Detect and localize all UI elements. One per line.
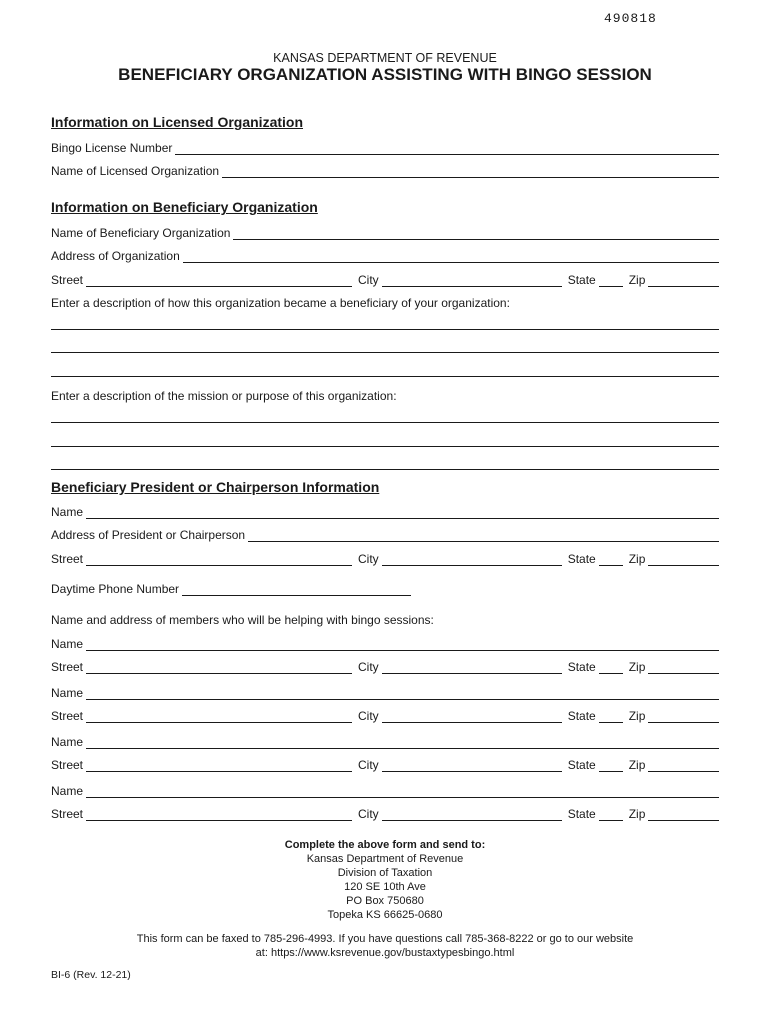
mission-line-1[interactable] (51, 422, 719, 423)
city-label: City (358, 273, 379, 287)
zip-label: Zip (628, 758, 646, 772)
mail-address-line-4: PO Box 750680 (346, 895, 424, 907)
beneficiary-name-row (51, 224, 719, 240)
member-1-city-field[interactable] (382, 661, 562, 674)
president-name-row (51, 503, 719, 519)
member-1-zip-field[interactable] (648, 661, 719, 674)
member-4-street-field[interactable] (86, 808, 352, 821)
form-title: BENEFICIARY ORGANIZATION ASSISTING WITH BINGO SESSION (118, 65, 652, 84)
state-label: State (567, 273, 596, 287)
member-4-name-row (51, 782, 719, 798)
beneficiary-zip-field[interactable] (648, 274, 719, 287)
member-1-street-field[interactable] (86, 661, 352, 674)
mission-line-3[interactable] (51, 469, 719, 470)
form-revision: BI-6 (Rev. 12-21) (51, 969, 131, 981)
state-label: State (567, 758, 596, 772)
member-name-label: Name (51, 735, 84, 749)
beneficiary-name-field[interactable] (233, 227, 719, 240)
state-label: State (567, 552, 596, 566)
beneficiary-name-label: Name of Beneficiary Organization (51, 226, 231, 240)
description-prompt-text: Enter a description of how this organization became a beneficiary of your organization: (51, 296, 510, 310)
member-3-street-row (51, 756, 719, 772)
president-name-field[interactable] (86, 506, 719, 519)
state-label: State (567, 709, 596, 723)
beneficiary-address-label: Address of Organization (51, 249, 180, 263)
beneficiary-address-row (51, 247, 719, 263)
president-street-row (51, 550, 719, 566)
fax-note: This form can be faxed to 785-296-4993. If you have questions call 785-368-8222 or go to our website (136, 933, 634, 945)
mission-prompt-text: Enter a description of the mission or purpose of this organization: (51, 389, 397, 403)
zip-label: Zip (628, 709, 646, 723)
member-1-street-row (51, 658, 719, 674)
beneficiary-street-row (51, 271, 719, 287)
department-name: KANSAS DEPARTMENT OF REVENUE (273, 51, 497, 65)
street-label: Street (51, 660, 84, 674)
zip-label: Zip (628, 552, 646, 566)
member-3-name-row (51, 733, 719, 749)
member-2-name-field[interactable] (86, 687, 719, 700)
member-4-street-row (51, 805, 719, 821)
president-street-field[interactable] (86, 553, 352, 566)
member-3-city-field[interactable] (382, 759, 562, 772)
member-name-label: Name (51, 686, 84, 700)
member-3-state-field[interactable] (599, 759, 623, 772)
licensed-org-name-row (51, 162, 719, 178)
beneficiary-org-heading: Information on Beneficiary Organization (51, 199, 318, 215)
member-4-zip-field[interactable] (648, 808, 719, 821)
city-label: City (358, 709, 379, 723)
city-label: City (358, 758, 379, 772)
members-prompt-text: Name and address of members who will be helping with bingo sessions: (51, 613, 434, 627)
president-address-label: Address of President or Chairperson (51, 528, 246, 542)
license-number-label: Bingo License Number (51, 141, 173, 155)
beneficiary-city-field[interactable] (382, 274, 562, 287)
zip-label: Zip (628, 660, 646, 674)
mail-address-line-2: Division of Taxation (337, 867, 433, 879)
license-number-field[interactable] (175, 142, 719, 155)
president-name-label: Name (51, 505, 84, 519)
member-3-street-field[interactable] (86, 759, 352, 772)
phone-row (51, 580, 411, 596)
zip-label: Zip (628, 807, 646, 821)
beneficiary-state-field[interactable] (599, 274, 623, 287)
member-4-state-field[interactable] (599, 808, 623, 821)
mail-address-line-5: Topeka KS 66625-0680 (327, 909, 443, 921)
licensed-org-name-field[interactable] (222, 165, 719, 178)
send-to-instruction: Complete the above form and send to: (284, 839, 486, 851)
president-heading: Beneficiary President or Chairperson Information (51, 479, 380, 495)
city-label: City (358, 552, 379, 566)
president-zip-field[interactable] (648, 553, 719, 566)
phone-field[interactable] (182, 583, 411, 596)
member-2-name-row (51, 684, 719, 700)
beneficiary-street-field[interactable] (86, 274, 352, 287)
licensed-org-name-label: Name of Licensed Organization (51, 164, 220, 178)
member-4-name-field[interactable] (86, 785, 719, 798)
president-address-field[interactable] (248, 529, 719, 542)
member-1-state-field[interactable] (599, 661, 623, 674)
beneficiary-address-field[interactable] (183, 250, 719, 263)
mail-address-line-1: Kansas Department of Revenue (306, 853, 464, 865)
city-label: City (358, 807, 379, 821)
president-address-row (51, 526, 719, 542)
member-2-street-field[interactable] (86, 710, 352, 723)
president-city-field[interactable] (382, 553, 562, 566)
description-line-2[interactable] (51, 352, 719, 353)
member-name-label: Name (51, 637, 84, 651)
zip-label: Zip (628, 273, 646, 287)
description-line-3[interactable] (51, 376, 719, 377)
member-3-zip-field[interactable] (648, 759, 719, 772)
member-name-label: Name (51, 784, 84, 798)
description-line-1[interactable] (51, 329, 719, 330)
member-4-city-field[interactable] (382, 808, 562, 821)
member-2-zip-field[interactable] (648, 710, 719, 723)
member-2-city-field[interactable] (382, 710, 562, 723)
street-label: Street (51, 552, 84, 566)
president-state-field[interactable] (599, 553, 623, 566)
member-2-state-field[interactable] (599, 710, 623, 723)
street-label: Street (51, 273, 84, 287)
member-1-name-field[interactable] (86, 638, 719, 651)
phone-label: Daytime Phone Number (51, 582, 180, 596)
license-number-row (51, 139, 719, 155)
mission-line-2[interactable] (51, 446, 719, 447)
form-id: 490818 (604, 11, 657, 26)
street-label: Street (51, 709, 84, 723)
mail-address-line-3: 120 SE 10th Ave (344, 881, 426, 893)
website-note[interactable]: at: https://www.ksrevenue.gov/bustaxtypesbingo.html (255, 947, 515, 959)
member-1-name-row (51, 635, 719, 651)
street-label: Street (51, 758, 84, 772)
street-label: Street (51, 807, 84, 821)
state-label: State (567, 660, 596, 674)
city-label: City (358, 660, 379, 674)
state-label: State (567, 807, 596, 821)
members-prompt (51, 611, 719, 627)
licensed-org-heading: Information on Licensed Organization (51, 114, 304, 130)
member-2-street-row (51, 707, 719, 723)
description-prompt (51, 294, 719, 310)
mission-prompt (51, 387, 719, 403)
member-3-name-field[interactable] (86, 736, 719, 749)
